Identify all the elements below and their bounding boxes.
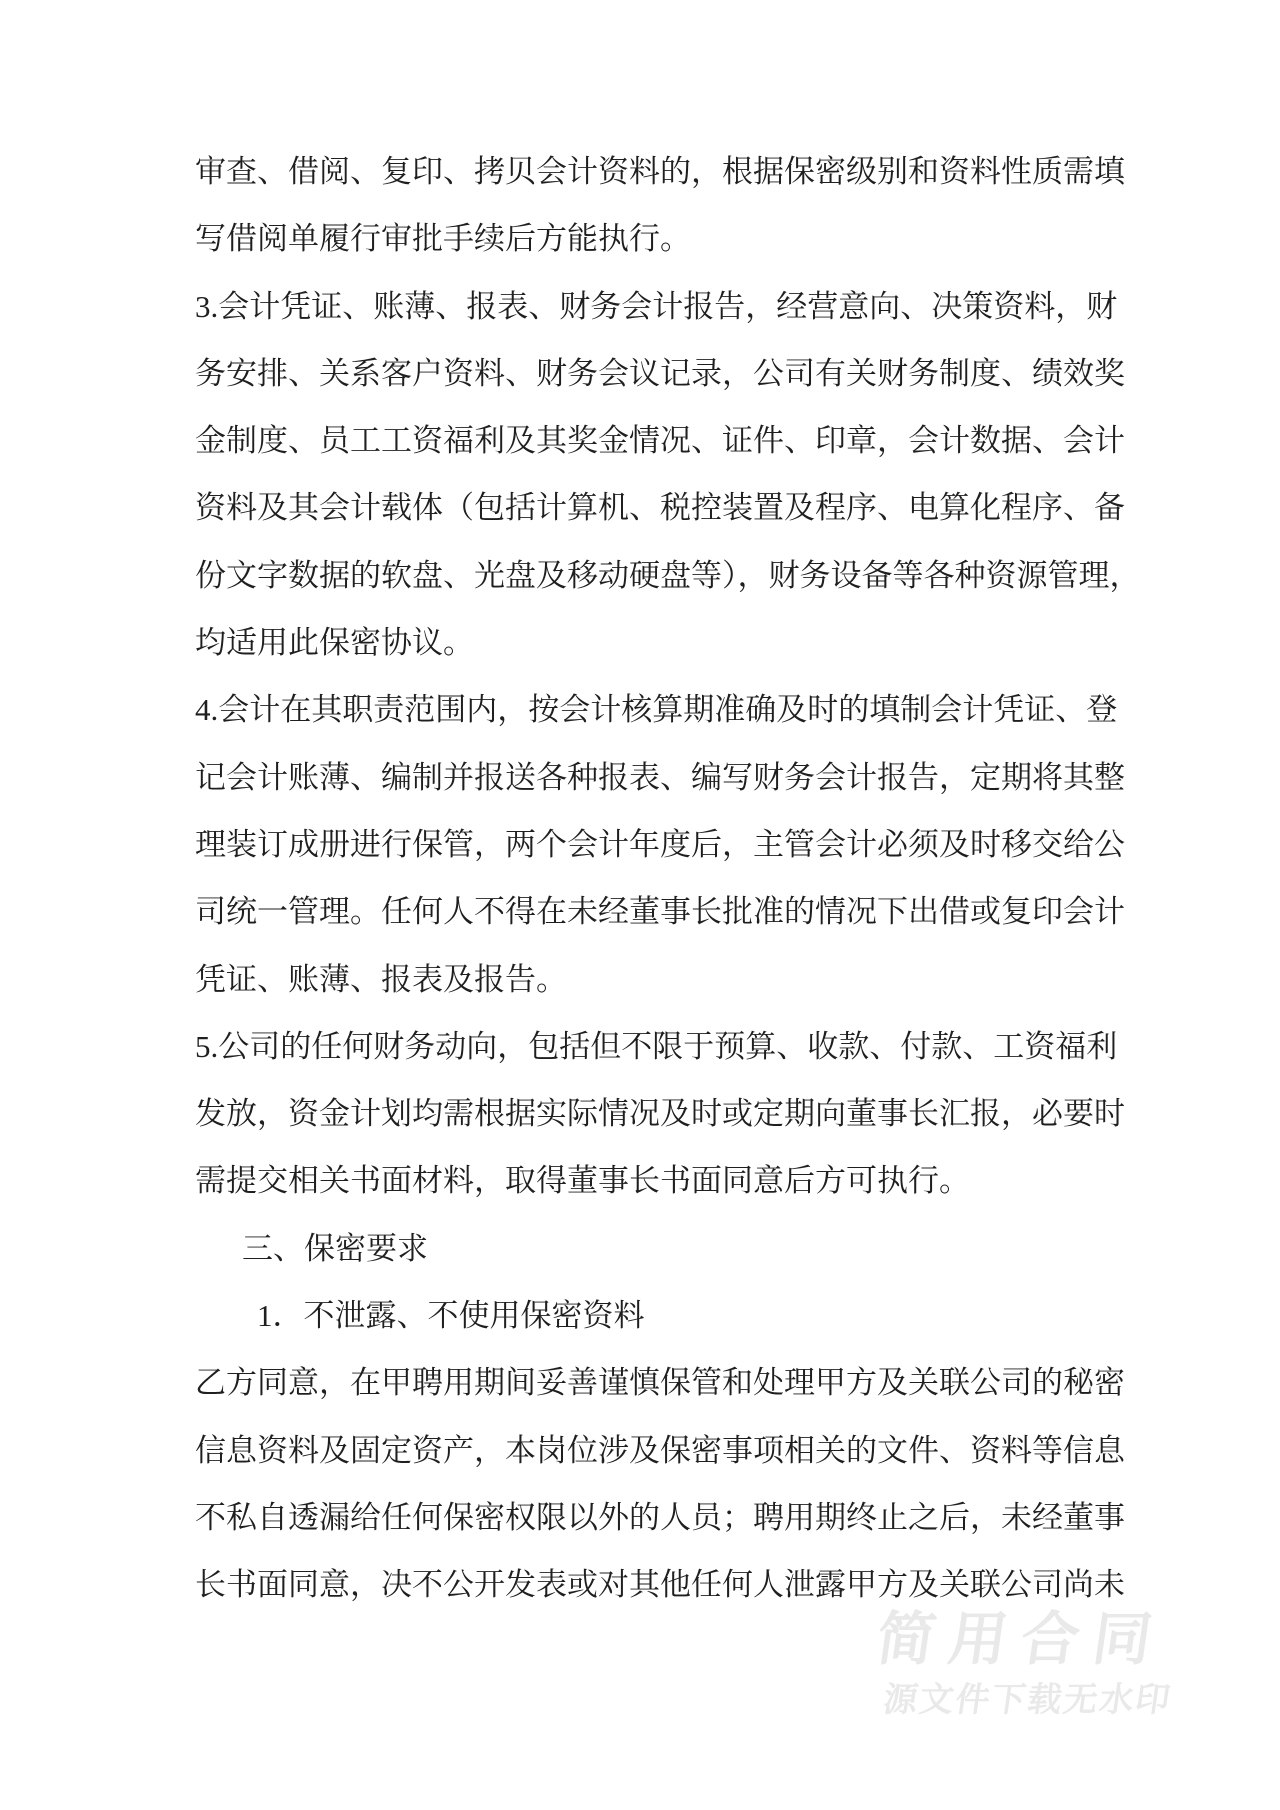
text-line: 4.会计在其职责范围内，按会计核算期准确及时的填制会计凭证、登 xyxy=(195,692,1118,728)
text-line: 记会计账薄、编制并报送各种报表、编写财务会计报告，定期将其整 xyxy=(195,759,1125,795)
text-line: 三、保密要求 xyxy=(242,1230,428,1266)
text-line: 司统一管理。任何人不得在未经董事长批准的情况下出借或复印会计 xyxy=(195,894,1125,930)
text-line: 1．不泄露、不使用保密资料 xyxy=(257,1298,645,1334)
text-line: 资料及其会计载体（包括计算机、税控装置及程序、电算化程序、备 xyxy=(195,490,1125,526)
text-line: 审查、借阅、复印、拷贝会计资料的，根据保密级别和资料性质需填 xyxy=(195,154,1125,189)
text-line: 务安排、关系客户资料、财务会议记录，公司有关财务制度、绩效奖 xyxy=(195,355,1125,391)
text-line: 写借阅单履行审批手续后方能执行。 xyxy=(195,221,691,257)
watermark-subtitle: 源文件下载无水印 xyxy=(880,1681,1175,1719)
text-line: 发放，资金计划均需根据实际情况及时或定期向董事长汇报，必要时 xyxy=(195,1096,1125,1132)
text-line: 信息资料及固定资产，本岗位涉及保密事项相关的文件、资料等信息 xyxy=(195,1432,1125,1468)
text-line: 金制度、员工工资福利及其奖金情况、证件、印章，会计数据、会计 xyxy=(195,423,1125,459)
text-line: 需提交相关书面材料，取得董事长书面同意后方可执行。 xyxy=(195,1163,970,1199)
text-line: 不私自透漏给任何保密权限以外的人员；聘用期终止之后，未经董事 xyxy=(195,1499,1125,1535)
text-line: 凭证、账薄、报表及报告。 xyxy=(195,961,567,997)
text-line: 理装订成册进行保管，两个会计年度后，主管会计必须及时移交给公 xyxy=(195,826,1125,862)
text-line: 份文字数据的软盘、光盘及移动硬盘等），财务设备等各种资源管理， xyxy=(195,557,1141,593)
text-line: 5.公司的任何财务动向，包括但不限于预算、收款、付款、工资福利 xyxy=(195,1028,1118,1064)
text-line: 乙方同意，在甲聘用期间妥善谨慎保管和处理甲方及关联公司的秘密 xyxy=(195,1365,1125,1401)
text-line: 长书面同意，决不公开发表或对其他任何人泄露甲方及关联公司尚未 xyxy=(195,1567,1125,1603)
watermark-title: 简用合同 xyxy=(872,1607,1170,1672)
text-line: 3.会计凭证、账薄、报表、财务会计报告，经营意向、决策资料，财 xyxy=(195,288,1118,324)
text-line: 均适用此保密协议。 xyxy=(195,625,474,661)
document-body xyxy=(195,138,1141,1619)
